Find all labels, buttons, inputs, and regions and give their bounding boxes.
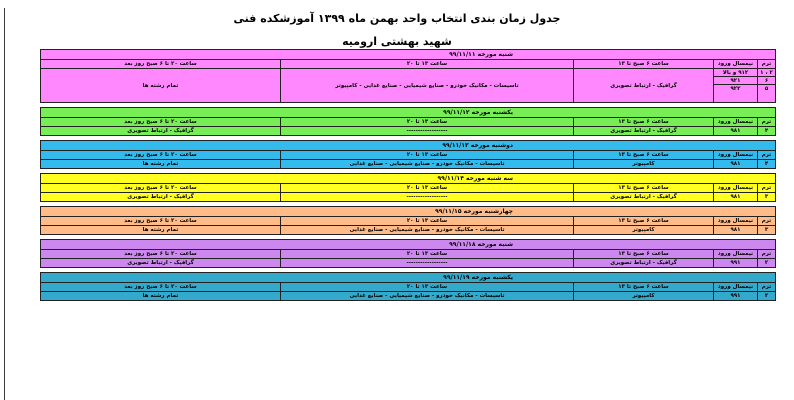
col-morning-header: ساعت ۶ صبح تا ۱۳ xyxy=(573,60,713,68)
day-label: دوشنبه مورخه ۹۹/۱۱/۱۳ xyxy=(442,142,513,149)
column-header-row xyxy=(40,184,776,193)
col-entry-header: نیمسال ورود xyxy=(713,184,757,192)
col-morning-header: ساعت ۶ صبح تا ۱۳ xyxy=(573,118,713,126)
col-morning-header: ساعت ۶ صبح تا ۱۳ xyxy=(573,283,713,291)
afternoon-cell: ------------------ xyxy=(280,259,573,267)
col-entry-header: نیمسال ورود xyxy=(713,250,757,258)
term-cell: ۴ xyxy=(757,127,775,135)
term-cell: ۴ xyxy=(757,160,775,168)
column-header-row xyxy=(40,217,776,226)
col-term-header: ترم xyxy=(757,60,775,68)
column-header-row xyxy=(40,283,776,292)
table-row xyxy=(40,259,776,268)
column-header-row xyxy=(40,250,776,259)
afternoon-cell: تاسیسات - مکانیک خودرو - صنایع شیمیایی - صنایع غذایی xyxy=(280,226,573,234)
header xyxy=(0,12,794,48)
term-cell: ۳ xyxy=(757,226,775,234)
night-cell: تمام رشته ها xyxy=(142,161,179,167)
col-afternoon-header: ساعت ۱۳ تا ۲۰ xyxy=(280,283,573,291)
table-row xyxy=(40,160,776,169)
col-night-header: ساعت ۲۰ تا ۶ صبح روز بعد xyxy=(124,218,197,224)
col-entry-header: نیمسال ورود xyxy=(713,60,757,68)
col-morning-header: ساعت ۶ صبح تا ۱۳ xyxy=(573,217,713,225)
page-edge-line xyxy=(4,8,5,400)
morning-cell: گرافیک - ارتباط تصویری xyxy=(573,259,713,267)
morning-cell: گرافیک - ارتباط تصویری xyxy=(573,69,713,102)
page-title: جدول زمان بندی انتخاب واحد بهمن ماه ۱۳۹۹ آموزشکده فنی xyxy=(233,12,561,25)
day-section-0 xyxy=(40,49,776,103)
col-entry-header: نیمسال ورود xyxy=(713,151,757,159)
column-header-row xyxy=(40,60,776,69)
column-header-row xyxy=(40,151,776,160)
col-night-header: ساعت ۲۰ تا ۶ صبح روز بعد xyxy=(124,251,197,257)
entry-value: ۹۲۲ xyxy=(730,86,741,92)
entry-cell: ۹۹۱ xyxy=(713,259,757,267)
table-row xyxy=(40,226,776,235)
table-row xyxy=(40,193,776,202)
col-entry-header: نیمسال ورود xyxy=(713,118,757,126)
day-header xyxy=(40,173,776,184)
col-term-header: ترم xyxy=(757,283,775,291)
day-header xyxy=(40,49,776,60)
term-value: ۵ xyxy=(764,86,769,92)
night-cell: گرافیک - ارتباط تصویری xyxy=(127,260,194,266)
day-label: شنبه مورخه ۹۹/۱۱/۱۸ xyxy=(449,241,513,248)
day-header xyxy=(40,206,776,217)
page-subtitle: شهید بهشتی ارومیه xyxy=(342,35,452,48)
col-afternoon-header: ساعت ۱۳ تا ۲۰ xyxy=(280,250,573,258)
table-row xyxy=(40,292,776,301)
entry-cell xyxy=(713,69,757,102)
day-header xyxy=(40,107,776,118)
col-afternoon-header: ساعت ۱۳ تا ۲۰ xyxy=(280,151,573,159)
term-cell: ۳ xyxy=(757,193,775,201)
day-section-4 xyxy=(40,206,776,235)
entry-value: ۹۲۱ xyxy=(714,77,757,85)
col-morning-header: ساعت ۶ صبح تا ۱۳ xyxy=(573,151,713,159)
day-section-3 xyxy=(40,173,776,202)
day-label: چهارشنبه مورخه ۹۹/۱۱/۱۵ xyxy=(435,208,513,215)
col-entry-header: نیمسال ورود xyxy=(713,217,757,225)
schedule-table xyxy=(40,49,776,305)
morning-cell: کامپیوتر xyxy=(573,226,713,234)
day-label: سه شنبه مورخه ۹۹/۱۱/۱۴ xyxy=(437,175,513,182)
term-cell: ۲ xyxy=(757,259,775,267)
morning-cell: گرافیک - ارتباط تصویری xyxy=(573,193,713,201)
term-cell: ۲ xyxy=(757,292,775,300)
entry-cell: ۹۹۱ xyxy=(713,292,757,300)
col-night-header: ساعت ۲۰ تا ۶ صبح روز بعد xyxy=(124,284,197,290)
afternoon-cell: ------------------ xyxy=(280,127,573,135)
entry-value: ۹۱۲ و بالا xyxy=(714,69,757,77)
col-afternoon-header: ساعت ۱۳ تا ۲۰ xyxy=(280,217,573,225)
day-section-5 xyxy=(40,239,776,268)
entry-cell: ۹۸۱ xyxy=(713,160,757,168)
night-cell: تمام رشته ها xyxy=(142,293,179,299)
morning-cell: کامپیوتر xyxy=(573,160,713,168)
col-term-header: ترم xyxy=(757,250,775,258)
table-row xyxy=(40,69,776,103)
day-header xyxy=(40,140,776,151)
col-night-header: ساعت ۲۰ تا ۶ صبح روز بعد xyxy=(124,152,197,158)
term-value: ۲ ، ۱ xyxy=(758,69,775,77)
term-cell xyxy=(757,69,775,102)
night-cell: تمام رشته ها xyxy=(142,227,179,233)
day-header xyxy=(40,239,776,250)
col-night-header: ساعت ۲۰ تا ۶ صبح روز بعد xyxy=(124,61,197,67)
day-section-6 xyxy=(40,272,776,301)
entry-cell: ۹۸۱ xyxy=(713,127,757,135)
col-entry-header: نیمسال ورود xyxy=(713,283,757,291)
col-night-header: ساعت ۲۰ تا ۶ صبح روز بعد xyxy=(124,119,197,125)
day-label: یکشنبه مورخه ۹۹/۱۱/۱۲ xyxy=(443,109,513,116)
morning-cell: گرافیک - ارتباط تصویری xyxy=(573,127,713,135)
afternoon-cell: تاسیسات - مکانیک خودرو - صنایع شیمیایی - صنایع غذایی xyxy=(280,160,573,168)
night-cell: تمام رشته ها xyxy=(142,82,179,89)
afternoon-cell: تاسیسات - مکانیک خودرو - صنایع شیمیایی - صنایع غذایی xyxy=(280,292,573,300)
col-night-header: ساعت ۲۰ تا ۶ صبح روز بعد xyxy=(124,185,197,191)
night-cell: گرافیک - ارتباط تصویری xyxy=(127,128,194,134)
col-afternoon-header: ساعت ۱۳ تا ۲۰ xyxy=(280,118,573,126)
col-afternoon-header: ساعت ۱۳ تا ۲۰ xyxy=(280,60,573,68)
afternoon-cell: تاسیسات - مکانیک خودرو - صنایع شیمیایی - صنایع غذایی - کامپیوتر xyxy=(280,69,573,102)
col-morning-header: ساعت ۶ صبح تا ۱۳ xyxy=(573,250,713,258)
column-header-row xyxy=(40,118,776,127)
day-label: شنبه مورخه ۹۹/۱۱/۱۱ xyxy=(449,51,513,58)
col-afternoon-header: ساعت ۱۳ تا ۲۰ xyxy=(280,184,573,192)
col-term-header: ترم xyxy=(757,184,775,192)
day-section-2 xyxy=(40,140,776,169)
term-value: ۶ xyxy=(758,77,775,85)
morning-cell: کامپیوتر xyxy=(573,292,713,300)
col-term-header: ترم xyxy=(757,118,775,126)
col-morning-header: ساعت ۶ صبح تا ۱۳ xyxy=(573,184,713,192)
night-cell: گرافیک - ارتباط تصویری xyxy=(127,194,194,200)
entry-cell: ۹۸۱ xyxy=(713,193,757,201)
col-term-header: ترم xyxy=(757,151,775,159)
table-row xyxy=(40,127,776,136)
day-label: یکشنبه مورخه ۹۹/۱۱/۱۹ xyxy=(443,274,513,281)
afternoon-cell: ------------------ xyxy=(280,193,573,201)
day-header xyxy=(40,272,776,283)
col-term-header: ترم xyxy=(757,217,775,225)
entry-cell: ۹۸۱ xyxy=(713,226,757,234)
day-section-1 xyxy=(40,107,776,136)
